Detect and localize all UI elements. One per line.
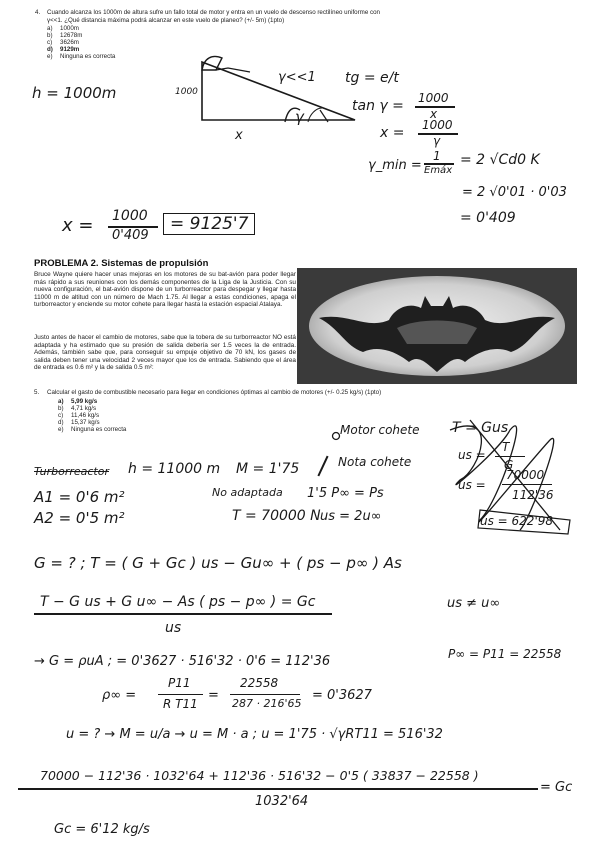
hw-a1: A1 = 0'6 m²	[34, 488, 125, 506]
hw-circle-bullet	[330, 430, 342, 442]
hw-r-t-g: T = Gus	[452, 420, 509, 436]
q4-opt-e: Ninguna es correcta	[60, 53, 116, 60]
hw-a2: A2 = 0'5 m²	[34, 509, 125, 527]
hw-t70000: T = 70000 N	[232, 508, 321, 524]
hw-gamma-den: γ	[433, 134, 441, 148]
hw-rho-num: P11	[168, 676, 191, 690]
q4-number: 4.	[35, 9, 41, 16]
problem-2-para1: Bruce Wayne quiere hacer unas mejoras en los motores de su bat-avión para poder llegar más rápido a sus reuniones con los demás componentes de la Liga de la Justicia. Con su nueva configuración, el bat-avión dispone de un turborreactor para despegar y llegar hasta 11000 m de altitud con un número de Mach 1.75. Al llegar a estas condiciones, apaga el turborreactor y enciende su motor cohete para llegar hasta la estación espacial Atalaya.	[34, 271, 296, 309]
q5-opt-e: Ninguna es correcta	[71, 426, 127, 433]
hw-rho-den2: 287 · 216'65	[232, 697, 302, 710]
q4-opt-c-letter: c)	[47, 39, 53, 46]
hw-g-rho: → G = ρuA ; = 0'3627 · 516'32 · 0'6 = 112'36	[34, 654, 331, 669]
hw-sqrt-cd0k: = 2 √Cd0 K	[460, 152, 540, 168]
q5-opt-e-letter: e)	[58, 426, 64, 433]
hw-gamma-min: γ_min =	[368, 158, 422, 173]
q4-opt-e-letter: e)	[47, 53, 53, 60]
glide-triangle-sketch	[190, 50, 370, 130]
hw-rho-line2	[230, 694, 300, 695]
hw-gamma-small: γ<<1	[278, 70, 316, 85]
hw-x-den: x	[430, 107, 438, 121]
hw-tan-eq: tan γ =	[352, 98, 404, 114]
hw-us2u: us = 2u∞	[320, 509, 382, 524]
hw-h1000: h = 1000m	[32, 84, 117, 102]
hw-gamma-angle: γ	[295, 108, 304, 126]
q5-text: Calcular el gasto de combustible necesario para llegar en condiciones óptimas al cambio de motores (+/- 0.25 kg/s) (1pto)	[47, 389, 382, 396]
q4-opt-a: 1000m	[60, 25, 79, 32]
hw-big-res: = Gc	[540, 780, 573, 795]
q5-opt-c-letter: c)	[58, 412, 64, 419]
q4-text: Cuando alcanza los 1000m de altura sufre un fallo total de motor y entra en un vuelo de descenso rectilíneo uniforme con γ<<1. ¿Qué distancia máxima podrá alcanzar en este vuelo de planeo? (+/- 5m) (1pto)	[47, 9, 380, 24]
hw-ps: 1'5 P∞ = Ps	[307, 486, 384, 501]
q4-opt-d-letter: d)	[47, 46, 53, 53]
q4-opt-b-letter: b)	[47, 32, 53, 39]
hw-sqrt-nums: = 2 √0'01 · 0'03	[462, 185, 567, 200]
problem-2-title: PROBLEMA 2. Sistemas de propulsión	[34, 258, 209, 269]
hw-h11000: h = 11000 m	[128, 461, 221, 477]
hw-motor-cohete: Motor cohete	[340, 423, 420, 437]
q4-opt-a-letter: a)	[47, 25, 53, 32]
hw-r-us1: us =	[458, 448, 486, 462]
q4-opt-b: 12678m	[60, 32, 83, 39]
hw-big-num: 70000 − 112'36 · 1032'64 + 112'36 · 516'32 − 0'5 ( 33837 − 22558 )	[40, 768, 479, 783]
q5-opt-d: 15,37 kg/s	[71, 419, 100, 426]
hw-x-final-res: = 9125'7	[163, 213, 255, 235]
q5-opt-b-letter: b)	[58, 405, 64, 412]
q4-opt-d: 9129m	[60, 46, 80, 53]
hw-nota-cohete: Nota cohete	[338, 455, 412, 469]
hw-g-eq: G = ? ; T = ( G + Gc ) us − Gu∞ + ( ps − p∞ ) As	[34, 554, 402, 572]
hw-big-line	[18, 788, 538, 790]
hw-gc-num: T − G us + G u∞ − As ( ps − p∞ ) = Gc	[40, 594, 316, 610]
hw-x-final-lhs: x =	[62, 215, 94, 236]
hw-big-den: 1032'64	[255, 794, 309, 809]
problem-2-para2: Justo antes de hacer el cambio de motores, sabe que la tobera de su turborreactor NO está adaptada y ha estimado que su presión de salida debería ser 1.5 veces la de entrada. Además, también sabe que, para conseguir su empuje objetivo de 70 kN, los gases de salida deben tener una velocidad 2 veces mayor que los de entrada. Sabiendo que el área de entrada es 0.6 m² y la de salida 0.5 m²:	[34, 334, 296, 372]
hw-frac1000-b: 1000	[422, 118, 453, 132]
hw-r-11236: 112'36	[512, 488, 554, 502]
hw-gc-line	[34, 613, 332, 615]
hw-r-us3: us = 622'98	[480, 514, 554, 528]
hw-no-adaptada: No adaptada	[212, 486, 283, 499]
hw-k-label: x	[235, 128, 243, 143]
hw-rho-line	[158, 694, 203, 695]
hw-rho-res: = 0'3627	[312, 688, 372, 703]
hw-rho-den: R T11	[163, 697, 198, 711]
hw-r-g: G	[504, 458, 514, 472]
hw-res-0409: = 0'409	[460, 210, 516, 226]
q5-opt-c: 11,46 kg/s	[71, 412, 100, 419]
hw-frac1000-a: 1000	[418, 91, 449, 105]
hw-r-70000: 70000	[506, 468, 545, 482]
hw-u-eq: u = ? → M = u/a → u = M · a ; u = 1'75 · √γRT11 = 516'32	[66, 727, 443, 742]
q5-number: 5.	[34, 389, 40, 396]
hw-r-us2: us =	[458, 478, 486, 492]
hw-gc-final: Gc = 6'12 kg/s	[54, 822, 150, 837]
batplane-image	[297, 268, 577, 384]
hw-m175: M = 1'75	[236, 461, 300, 477]
hw-x-final-den: 0'409	[112, 228, 149, 243]
hw-x-eq: x =	[380, 125, 405, 141]
hw-one: 1	[433, 149, 441, 163]
q4-opt-c: 3626m	[60, 39, 79, 46]
hw-emax: Emáx	[424, 165, 453, 176]
hw-x-final-num: 1000	[112, 208, 148, 224]
hw-rho-eq: =	[208, 688, 219, 703]
q5-opt-a-letter: a)	[58, 398, 64, 405]
hw-r-t: T	[502, 440, 510, 454]
hw-tick-mark	[317, 456, 328, 477]
hw-rho-num2: 22558	[240, 676, 279, 690]
q5-opt-a: 5,99 kg/s	[71, 398, 98, 405]
hw-gc-den: us	[165, 620, 182, 636]
hw-us-ne: us ≠ u∞	[447, 596, 501, 611]
hw-p-inf: P∞ = P11 = 22558	[448, 647, 562, 661]
hw-rho-lhs: ρ∞ =	[102, 688, 137, 703]
hw-scribbled-block	[440, 410, 590, 540]
hw-label-1000: 1000	[175, 87, 198, 97]
hw-tg: tg = e/t	[345, 70, 399, 86]
q5-opt-d-letter: d)	[58, 419, 64, 426]
q5-opt-b: 4,71 kg/s	[71, 405, 97, 412]
hw-scribble	[440, 410, 590, 540]
hw-turbo: Turborreactor	[34, 465, 109, 478]
